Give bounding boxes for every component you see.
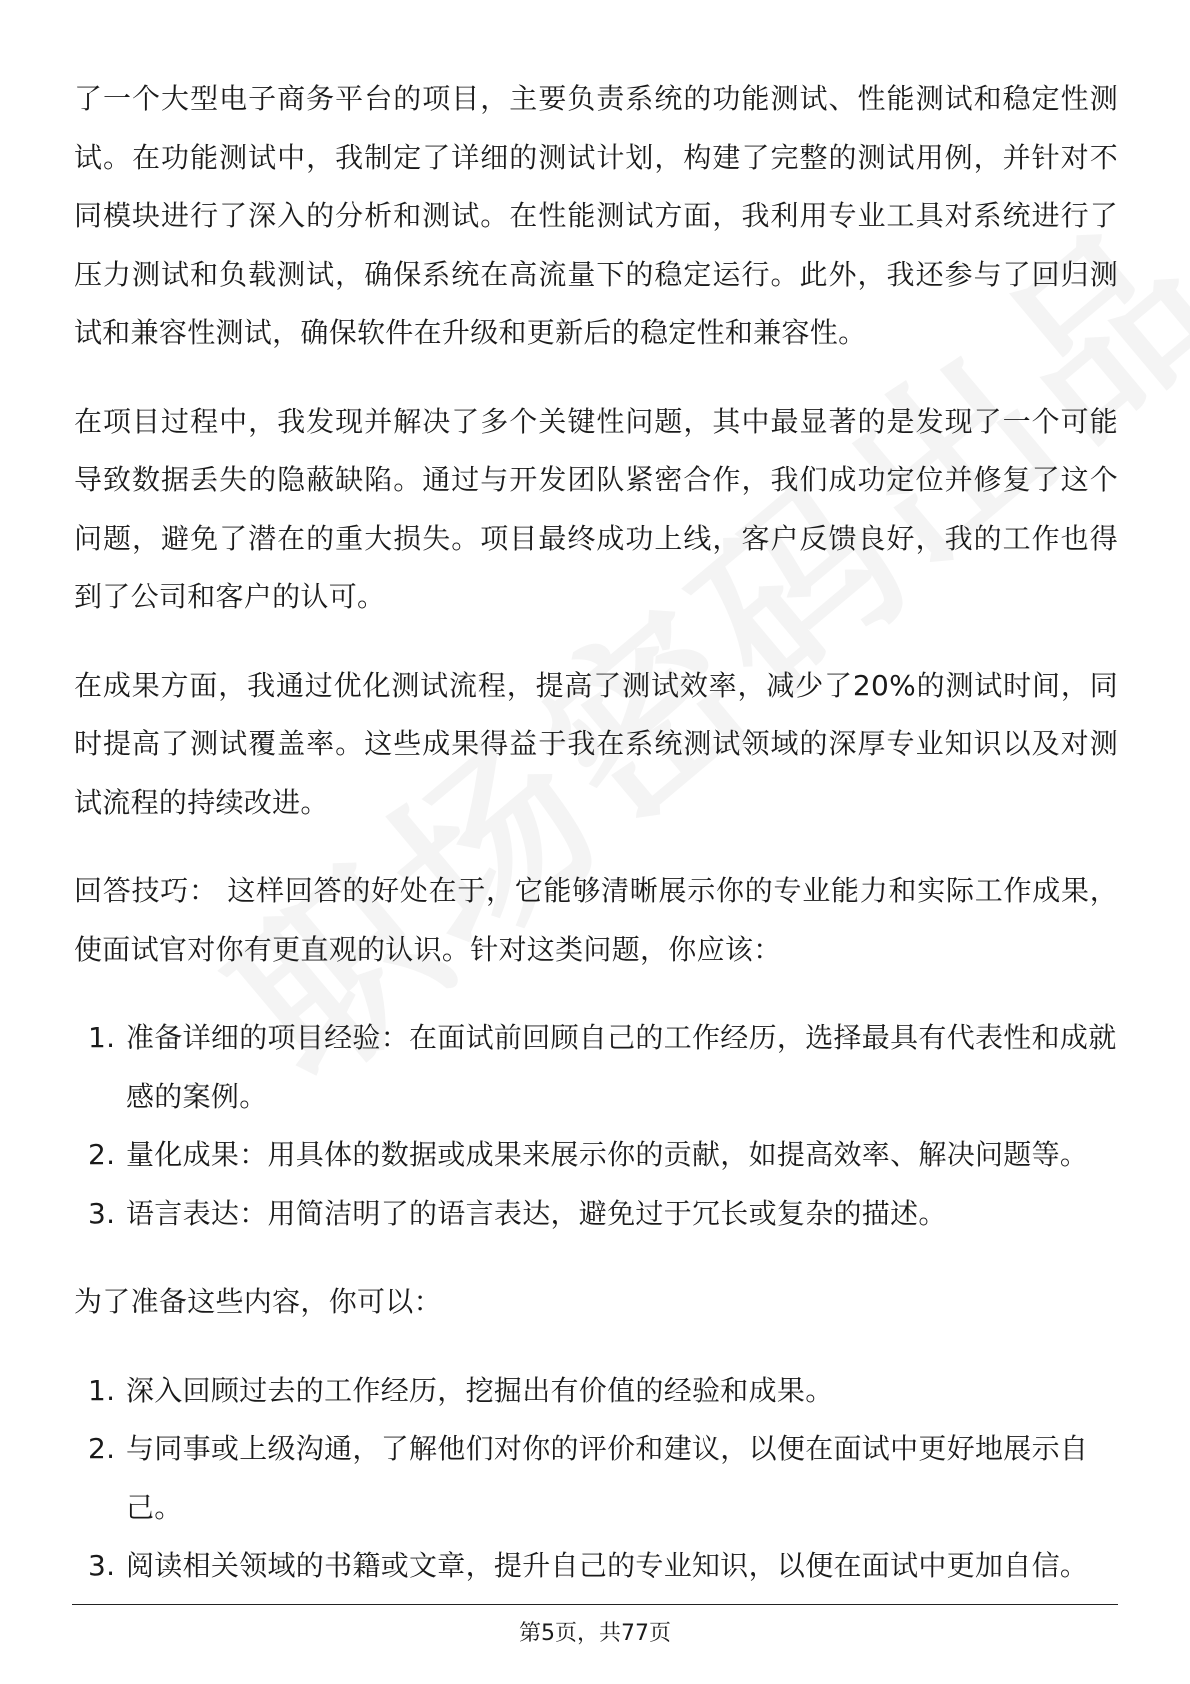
paragraph-answer-tips: 回答技巧： 这样回答的好处在于，它能够清晰展示你的专业能力和实际工作成果，使面试官对你有更直观的认识。针对这类问题，你应该：	[74, 874, 1118, 966]
list-item-text: 量化成果：用具体的数据或成果来展示你的贡献，如提高效率、解决问题等。	[126, 1138, 1089, 1171]
list-item	[74, 1009, 1118, 1126]
list-item-text: 深入回顾过去的工作经历，挖掘出有价值的经验和成果。	[126, 1373, 834, 1407]
list-item	[74, 1420, 1118, 1537]
list-item	[74, 1537, 1118, 1596]
page-number: 第5页，共77页	[519, 1621, 671, 1646]
list-item-number: 1.	[88, 1373, 116, 1407]
list-item-number: 2.	[88, 1432, 116, 1465]
paragraph-achievements: 在成果方面，我通过优化测试流程，提高了测试效率，减少了20%的测试时间，同时提高了测试覆盖率。这些成果得益于我在系统测试领域的深厚专业知识以及对测试流程的持续改进。	[74, 668, 1118, 819]
list-item-number: 3.	[88, 1549, 116, 1582]
list-item-number: 3.	[88, 1196, 116, 1230]
list-item-text: 阅读相关领域的书籍或文章，提升自己的专业知识，以便在面试中更加自信。	[126, 1549, 1089, 1582]
list-item-number: 1.	[88, 1021, 116, 1054]
list-item-number: 2.	[88, 1138, 116, 1171]
paragraph-problem-solving: 在项目过程中，我发现并解决了多个关键性问题，其中最显著的是发现了一个可能导致数据丢失的隐蔽缺陷。通过与开发团队紧密合作，我们成功定位并修复了这个问题，避免了潜在的重大损失。项目最终成功上线，客户反馈良好，我的工作也得到了公司和客户的认可。	[74, 404, 1118, 613]
document-body	[74, 70, 1118, 1626]
list-item-text: 语言表达：用简洁明了的语言表达，避免过于冗长或复杂的描述。	[126, 1196, 947, 1230]
list-item	[74, 1126, 1118, 1185]
paragraph-project-description: 了一个大型电子商务平台的项目，主要负责系统的功能测试、性能测试和稳定性测试。在功能测试中，我制定了详细的测试计划，构建了完整的测试用例，并针对不同模块进行了深入的分析和测试。在性能测试方面，我利用专业工具对系统进行了压力测试和负载测试，确保系统在高流量下的稳定运行。此外，我还参与了回归测试和兼容性测试，确保软件在升级和更新后的稳定性和兼容性。	[74, 82, 1118, 349]
list-item-text: 与同事或上级沟通，了解他们对你的评价和建议，以便在面试中更好地展示自己。	[126, 1432, 1089, 1524]
footer-divider	[72, 1604, 1118, 1605]
list-item	[74, 1185, 1118, 1244]
list-item	[74, 1362, 1118, 1421]
preparation-list	[74, 1362, 1118, 1596]
paragraph-preparation-intro: 为了准备这些内容，你可以：	[74, 1285, 442, 1318]
tips-list	[74, 1009, 1118, 1243]
list-item-text: 准备详细的项目经验：在面试前回顾自己的工作经历，选择最具有代表性和成就感的案例。	[126, 1021, 1117, 1113]
